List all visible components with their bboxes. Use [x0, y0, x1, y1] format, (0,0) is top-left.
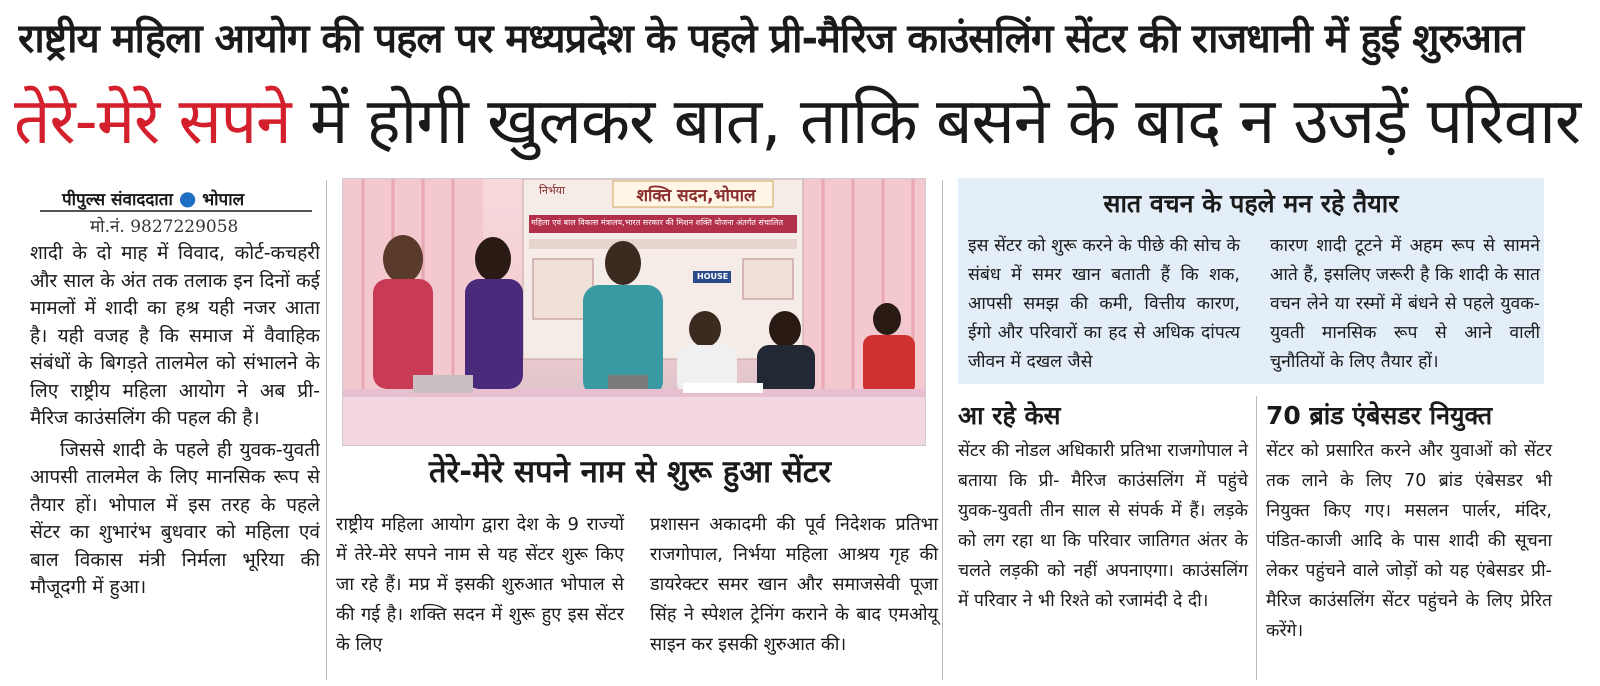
- box-column-1: इस सेंटर को शुरू करने के पीछे की सोच के संबंध में समर खान बताती हैं कि शक, आपसी समझ की कमी, वित्तीय कारण, ईगो और परिवारों का हद से अधिक दांपत्य जीवन में दखल जैसे: [968, 236, 1240, 372]
- headline-red-part: तेरे-मेरे सपने: [14, 85, 291, 159]
- headline-black-part: में होगी खुलकर बात, ताकि बसने के बाद न उजड़ें परिवार: [290, 85, 1581, 159]
- column-divider: [942, 180, 943, 680]
- column1-paragraph-1: शादी के दो माह में विवाद, कोर्ट-कचहरी और साल के अंत तक तलाक इन दिनों कई मामलों में शादी का हश्र यही नजर आता है। यही वजह है कि समाज में वैवाहिक संबंधों के बिगड़ते तालमेल को संभालने के लिए राष्ट्रीय महिला आयोग ने अब प्री-मैरिज काउंसलिंग की पहल की है।: [30, 242, 320, 429]
- article-column-3: प्रशासन अकादमी की पूर्व निदेशक प्रतिभा राजगोपाल, निर्भया महिला आश्रय गृह की डायरेक्टर समर खान और समाजसेवी पूजा सिंह ने स्पेशल ट्रेनिंग कराने के बाद एमओयू साइन कर इसकी शुरुआत की।: [650, 514, 938, 655]
- article-column-1: [30, 240, 320, 680]
- byline-divider: [40, 210, 312, 212]
- section-heading-cases: आ रहे केस: [958, 401, 1061, 430]
- box-column-2: कारण शादी टूटने में अहम रूप से सामने आते हैं, इसलिए जरूरी है कि शादी के सात वचन लेने या रस्मों में बंधने से पहले युवक-युवती मानसिक रूप से आने वाली चुनौतियों के लिए तैयार हों।: [1270, 236, 1540, 372]
- byline-phone: मो.नं. 9827229058: [90, 217, 239, 237]
- column1-paragraph-2: जिससे शादी के पहले ही युवक-युवती आपसी तालमेल के लिए मानसिक रूप से तैयार हों। भोपाल में इस तरह के पहले सेंटर का शुभारंभ बुधवार को महिला एवं बाल विकास मंत्री निर्मला भूरिया की मौजूदगी में हुआ।: [30, 438, 320, 598]
- column-divider: [1256, 396, 1257, 680]
- byline-city: भोपाल: [202, 190, 245, 210]
- box-title: सात वचन के पहले मन रहे तैयार: [1103, 189, 1399, 218]
- byline-reporter: पीपुल्स संवाददाता: [62, 190, 173, 210]
- section-body-cases: सेंटर की नोडल अधिकारी प्रतिभा राजगोपाल ने बताया कि प्री- मैरिज काउंसलिंग में पहुंचे युवक-युवती तीन साल से संपर्क में हैं। लड़के को लग रहा था कि परिवार जातिगत अंतर के चलते लड़की को नहीं अपनाएगा। काउंसलिंग में परिवार ने भी रिश्ते को रजामंदी दे दी।: [958, 441, 1248, 611]
- byline: [62, 186, 312, 210]
- kicker-headline: राष्ट्रीय महिला आयोग की पहल पर मध्यप्रदेश के पहले प्री-मैरिज काउंसलिंग सेंटर की राजधानी में हुई शुरुआत: [18, 16, 1524, 62]
- photo-banner-line: महिला एवं बाल विकास मंत्रालय,भारत सरकार की मिशन शक्ति योजना अंतर्गत संचालित: [531, 218, 784, 227]
- article-column-2: राष्ट्रीय महिला आयोग द्वारा देश के 9 राज्यों में तेरे-मेरे सपने नाम से यह सेंटर शुरू किए जा रहे हैं। मप्र में इसकी शुरुआत भोपाल से की गई है। शक्ति सदन में शुरू हुए इस सेंटर के लिए: [336, 514, 624, 655]
- photo-banner-logo: निर्भया: [539, 184, 565, 197]
- photo-banner-title: शक्ति सदन,भोपाल: [636, 186, 756, 206]
- bullet-dot-icon: ●: [178, 186, 197, 210]
- section-body-ambassadors: सेंटर को प्रसारित करने और युवाओं को सेंटर तक लाने के लिए 70 ब्रांड एंबेसडर भी नियुक्त किए गए। मसलन पार्लर, मंदिर, पंडित-काजी आदि के पास शादी की सूचना लेकर पहुंचने वाले जोड़ों को यह एंबेसडर प्री-मैरिज काउंसलिंग सेंटर पहुंचने के लिए प्रेरित करेंगे।: [1266, 441, 1552, 641]
- photo-house-label: HOUSE: [697, 272, 729, 281]
- column-divider: [326, 180, 327, 680]
- news-photo: [342, 178, 926, 446]
- section-heading-ambassadors: 70 ब्रांड एंबेसडर नियुक्त: [1266, 401, 1493, 430]
- photo-subheadline: तेरे-मेरे सपने नाम से शुरू हुआ सेंटर: [428, 454, 832, 490]
- main-headline: [14, 72, 1586, 172]
